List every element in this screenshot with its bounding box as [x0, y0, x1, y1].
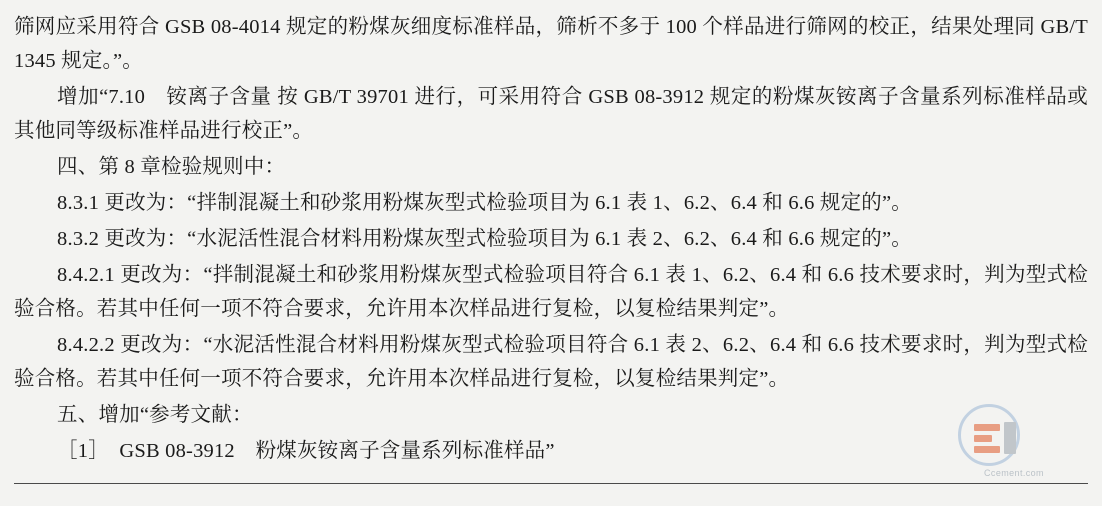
- watermark-label: Ccement.com: [984, 468, 1044, 478]
- paragraph-9: ［1］ GSB 08-3912 粉煤灰铵离子含量系列标准样品”: [57, 440, 555, 462]
- paragraph-4: 8.3.1 更改为：“拌制混凝土和砂浆用粉煤灰型式检验项目为 6.1 表 1、6.2、6.4 和 6.6 规定的”。: [57, 192, 912, 214]
- paragraph-1: 筛网应采用符合 GSB 08-4014 规定的粉煤灰细度标准样品，筛析不多于 100 个样品进行筛网的校正，结果处理同 GB/T 1345 规定。”。: [14, 16, 1088, 72]
- footer-divider: [14, 483, 1088, 484]
- paragraph-7: 8.4.2.2 更改为：“水泥活性混合材料用粉煤灰型式检验项目符合 6.1 表 2、6.2、6.4 和 6.6 技术要求时，判为型式检验合格。若其中任何一项不符合要求，允许用本次样品进行复检，以复检结果判定”。: [14, 334, 1088, 390]
- paragraph-5: 8.3.2 更改为：“水泥活性混合材料用粉煤灰型式检验项目为 6.1 表 2、6.2、6.4 和 6.6 规定的”。: [57, 228, 912, 250]
- paragraph-6: 8.4.2.1 更改为：“拌制混凝土和砂浆用粉煤灰型式检验项目符合 6.1 表 1、6.2、6.4 和 6.6 技术要求时，判为型式检验合格。若其中任何一项不符合要求，允许用本次样品进行复检，以复检结果判定”。: [14, 264, 1088, 320]
- paragraph-8: 五、增加“参考文献：: [57, 404, 253, 426]
- document-body: [14, 10, 1088, 468]
- paragraph-3: 四、第 8 章检验规则中：: [57, 156, 286, 178]
- paragraph-2: 增加“7.10 铵离子含量 按 GB/T 39701 进行，可采用符合 GSB 08-3912 规定的粉煤灰铵离子含量系列标准样品或其他同等级标准样品进行校正”。: [14, 86, 1088, 142]
